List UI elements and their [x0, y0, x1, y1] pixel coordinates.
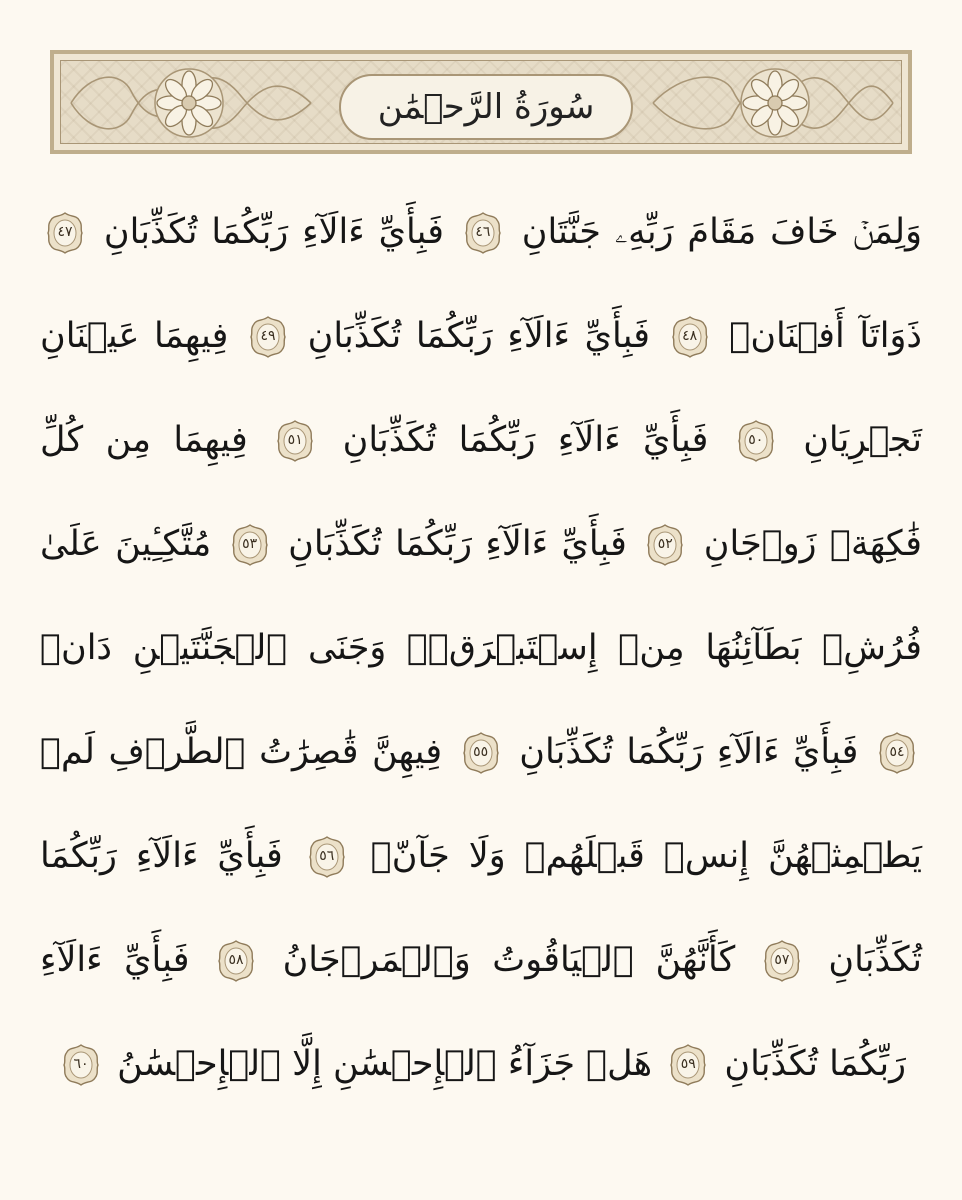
ayah-number: ٥٩	[680, 1056, 696, 1072]
verse-text: فِيهِنَّ قَٰصِرَٰتُ ٱلطَّرۡفِ لَمۡ يَطۡمِثۡهُنَّ إِنسٞ قَبۡلَهُمۡ وَلَا جَآنّٞ	[40, 732, 922, 876]
verse-text: فِيهِمَا مِن كُلِّ فَٰكِهَةٖ زَوۡجَانِ	[40, 420, 922, 564]
verses-block	[40, 180, 922, 1116]
ayah-number-marker	[763, 939, 801, 983]
verse-text: هَلۡ جَزَآءُ ٱلۡإِحۡسَٰنِ إِلَّا ٱلۡإِحۡسَٰنُ	[117, 1044, 653, 1084]
verse-text: فَبِأَيِّ ءَالَآءِ رَبِّكُمَا تُكَذِّبَانِ	[40, 836, 922, 980]
ayah-number: ٤٧	[57, 224, 73, 240]
right-rosette-icon	[733, 61, 817, 145]
ayah-number-marker	[62, 1043, 100, 1087]
ayah-number-marker	[462, 731, 500, 775]
ayah-number: ٥٤	[889, 744, 905, 760]
surah-header-frame	[60, 60, 902, 144]
ayah-number-marker	[737, 419, 775, 463]
ayah-number-marker	[231, 523, 269, 567]
ayah-number: ٥٨	[228, 952, 244, 968]
ayah-number: ٥٧	[774, 952, 790, 968]
ayah-number-marker	[878, 731, 916, 775]
surah-title: سُورَةُ الرَّحۡمَٰن	[377, 87, 595, 127]
verse-text: فَبِأَيِّ ءَالَآءِ رَبِّكُمَا تُكَذِّبَانِ	[288, 524, 627, 564]
ayah-number-marker	[308, 835, 346, 879]
ayah-number: ٤٩	[260, 328, 276, 344]
verse-text: فَبِأَيِّ ءَالَآءِ رَبِّكُمَا تُكَذِّبَانِ	[342, 420, 709, 460]
verse-text: فِيهِمَا عَيۡنَانِ تَجۡرِيَانِ	[40, 316, 922, 460]
verse-text: فَبِأَيِّ ءَالَآءِ رَبِّكُمَا تُكَذِّبَانِ	[307, 316, 650, 356]
ayah-number: ٥١	[287, 432, 303, 448]
ayah-number: ٥٣	[242, 536, 258, 552]
verse-text: ذَوَاتَآ أَفۡنَانٖ	[729, 316, 922, 356]
ayah-number-marker	[217, 939, 255, 983]
verse-text: فَبِأَيِّ ءَالَآءِ رَبِّكُمَا تُكَذِّبَانِ	[103, 212, 444, 252]
verse-text: كَأَنَّهُنَّ ٱلۡيَاقُوتُ وَٱلۡمَرۡجَانُ	[282, 940, 736, 980]
ayah-number-marker	[249, 315, 287, 359]
ayah-number: ٥٦	[319, 848, 335, 864]
surah-header-banner	[50, 50, 912, 154]
verse-text: وَلِمَنۡ خَافَ مَقَامَ رَبِّهِۦ جَنَّتَانِ	[521, 212, 922, 252]
ayah-number-marker	[46, 211, 84, 255]
ayah-number-marker	[464, 211, 502, 255]
ayah-number-marker	[646, 523, 684, 567]
ayah-number: ٥٠	[748, 432, 764, 448]
verse-text: فَبِأَيِّ ءَالَآءِ رَبِّكُمَا تُكَذِّبَانِ	[40, 940, 906, 1084]
verse-text: فَبِأَيِّ ءَالَآءِ رَبِّكُمَا تُكَذِّبَانِ	[519, 732, 859, 772]
ayah-number: ٥٥	[473, 744, 489, 760]
ayah-number: ٤٨	[682, 328, 698, 344]
ayah-number: ٥٢	[657, 536, 673, 552]
ayah-number-marker	[276, 419, 314, 463]
surah-title-cartouche	[339, 74, 633, 140]
ayah-number: ٦٠	[73, 1056, 89, 1072]
ayah-number: ٤٦	[475, 224, 491, 240]
left-rosette-icon	[147, 61, 231, 145]
ayah-number-marker	[671, 315, 709, 359]
ayah-number-marker	[669, 1043, 707, 1087]
verse-text: مُتَّكِـِٔينَ عَلَىٰ فُرُشِۭ بَطَآئِنُهَا مِنۡ إِسۡتَبۡرَقٖۚ وَجَنَى ٱلۡجَنَّتَيۡنِ دَانٖ	[40, 524, 922, 668]
